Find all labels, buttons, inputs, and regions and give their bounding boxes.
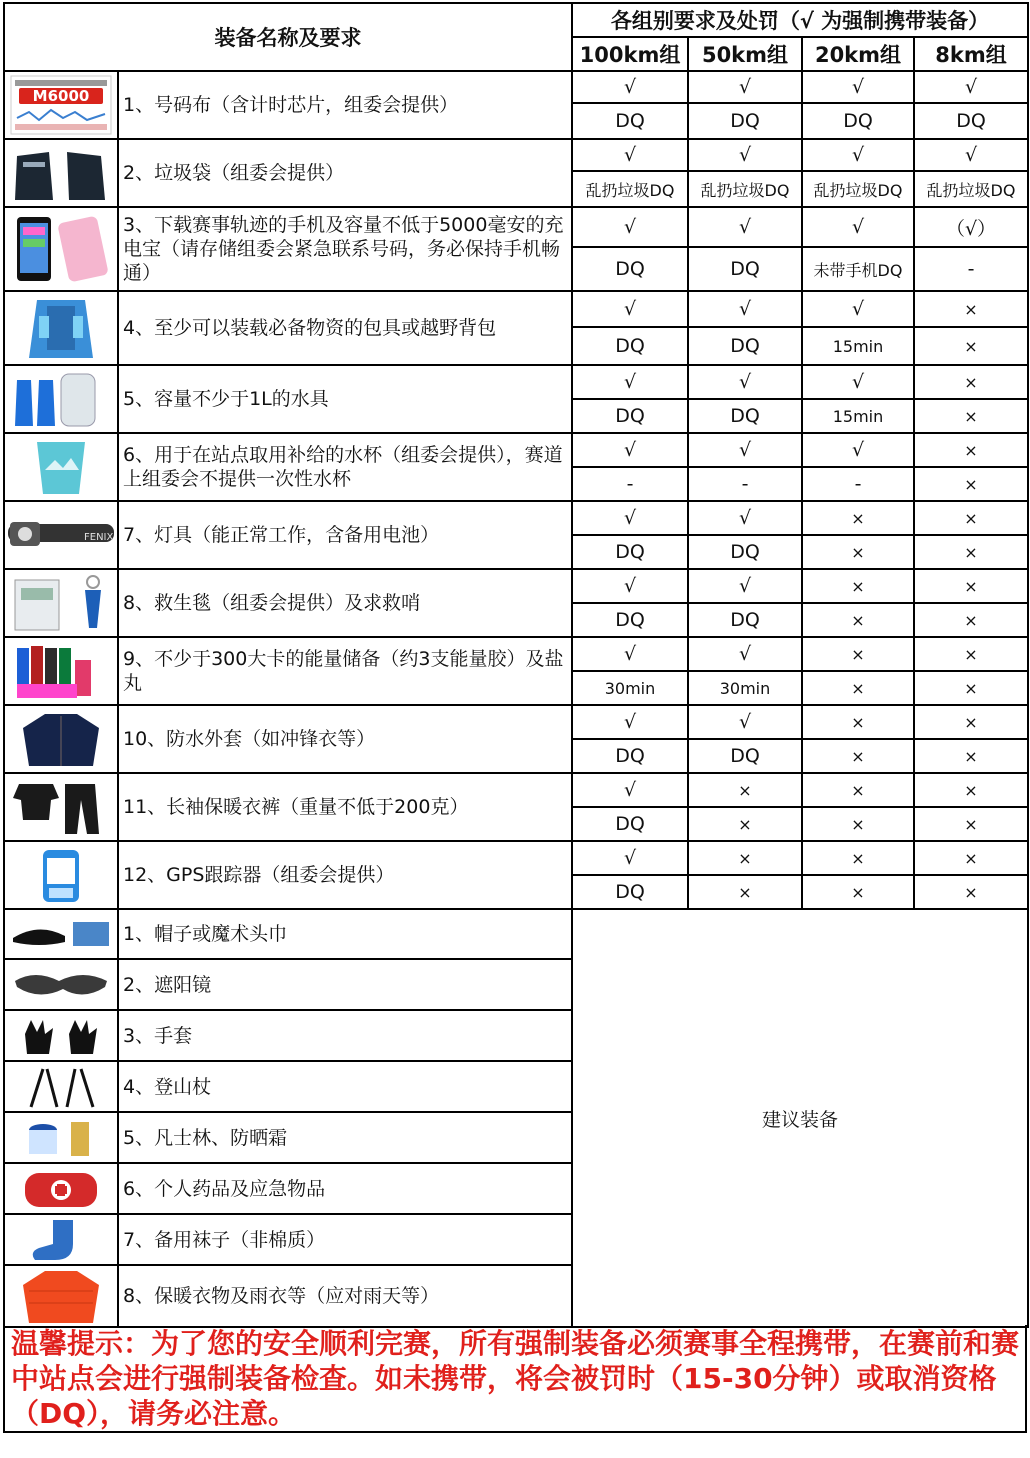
penalty-value: × [914, 671, 1028, 705]
penalty-value: DQ [572, 535, 688, 569]
recommended-item-name: 5、凡士林、防晒霜 [118, 1112, 572, 1163]
penalty-value: × [802, 807, 914, 841]
sock-image [4, 1214, 118, 1265]
penalty-value: × [914, 327, 1028, 365]
penalty-value: × [802, 603, 914, 637]
equipment-name: 8、救生毯（组委会提供）及求救哨 [118, 569, 572, 637]
penalty-value: - [572, 467, 688, 501]
penalty-value: 乱扔垃圾DQ [688, 171, 802, 207]
group-header-20km: 20km组 [802, 37, 914, 71]
recommended-item-name: 1、帽子或魔术头巾 [118, 909, 572, 959]
penalty-value: DQ [914, 103, 1028, 139]
equipment-name: 7、灯具（能正常工作，含备用电池） [118, 501, 572, 569]
sunglasses-image [4, 959, 118, 1010]
requirement-mark: √ [802, 139, 914, 171]
requirement-mark: × [914, 773, 1028, 807]
first-aid-kit-image [4, 1163, 118, 1214]
phone-powerbank-image [4, 207, 118, 291]
equipment-name: 9、不少于300大卡的能量储备（约3支能量胶）及盐丸 [118, 637, 572, 705]
requirement-mark: × [802, 501, 914, 535]
penalty-value: DQ [572, 603, 688, 637]
thermal-wear-image [4, 773, 118, 841]
equipment-name: 2、垃圾袋（组委会提供） [118, 139, 572, 207]
energy-gel-image [4, 637, 118, 705]
mandatory-row [4, 291, 1028, 327]
equipment-name: 1、号码布（含计时芯片，组委会提供） [118, 71, 572, 139]
penalty-value: 15min [802, 327, 914, 365]
recommended-row [4, 909, 1028, 959]
groups-header: 各组别要求及处罚（√ 为强制携带装备） [572, 3, 1028, 37]
penalty-value: DQ [688, 103, 802, 139]
penalty-value: 30min [572, 671, 688, 705]
requirement-mark: √ [572, 501, 688, 535]
requirement-mark: × [802, 773, 914, 807]
penalty-value: 乱扔垃圾DQ [802, 171, 914, 207]
mandatory-row [4, 501, 1028, 535]
requirement-mark: √ [802, 291, 914, 327]
recommended-item-name: 4、登山杖 [118, 1061, 572, 1112]
safety-notice: 温馨提示：为了您的安全顺利完赛，所有强制装备必须赛事全程携带，在赛前和赛中站点会进行强制装备检查。如未携带，将会被罚时（15-30分钟）或取消资格（DQ），请务必注意。 [3, 1325, 1027, 1433]
recommended-item-name: 8、保暖衣物及雨衣等（应对雨天等） [118, 1265, 572, 1327]
cap-buff-image [4, 909, 118, 959]
penalty-value: × [914, 535, 1028, 569]
requirement-mark: × [914, 705, 1028, 739]
recommended-item-name: 6、个人药品及应急物品 [118, 1163, 572, 1214]
gloves-image [4, 1010, 118, 1061]
requirement-mark: √ [688, 71, 802, 103]
mandatory-row [4, 207, 1028, 247]
penalty-value: DQ [572, 327, 688, 365]
penalty-value: × [688, 807, 802, 841]
requirement-mark: × [802, 841, 914, 875]
requirement-mark: √ [572, 365, 688, 399]
penalty-value: - [914, 247, 1028, 291]
group-header-8km: 8km组 [914, 37, 1028, 71]
requirement-mark: √ [802, 71, 914, 103]
penalty-value: × [914, 399, 1028, 433]
penalty-value: × [914, 603, 1028, 637]
bib-number-image [4, 71, 118, 139]
group-header-50km: 50km组 [688, 37, 802, 71]
penalty-value: DQ [688, 603, 802, 637]
penalty-value: × [688, 875, 802, 909]
requirement-mark: √ [572, 637, 688, 671]
equipment-name: 4、至少可以装载必备物资的包具或越野背包 [118, 291, 572, 365]
requirement-mark: √ [572, 207, 688, 247]
penalty-value: 15min [802, 399, 914, 433]
penalty-value: × [914, 467, 1028, 501]
mandatory-row [4, 773, 1028, 807]
penalty-value: DQ [572, 807, 688, 841]
penalty-value: DQ [572, 103, 688, 139]
blanket-whistle-image [4, 569, 118, 637]
requirement-mark: √ [802, 207, 914, 247]
equipment-name: 11、长袖保暖衣裤（重量不低于200克） [118, 773, 572, 841]
requirement-mark: × [914, 841, 1028, 875]
mandatory-row [4, 433, 1028, 467]
equipment-name: 6、用于在站点取用补给的水杯（组委会提供），赛道上组委会不提供一次性水杯 [118, 433, 572, 501]
penalty-value: - [802, 467, 914, 501]
penalty-value: DQ [688, 327, 802, 365]
requirement-mark: × [688, 773, 802, 807]
svg-text:FENIX: FENIX [84, 532, 114, 543]
penalty-value: DQ [572, 399, 688, 433]
requirement-mark: √ [688, 501, 802, 535]
equipment-name: 3、下载赛事轨迹的手机及容量不低于5000毫安的充电宝（请存储组委会紧急联系号码，务必保持手机畅通） [118, 207, 572, 291]
penalty-value: DQ [572, 247, 688, 291]
penalty-value: DQ [688, 535, 802, 569]
requirement-mark: × [914, 637, 1028, 671]
requirement-mark: √ [688, 207, 802, 247]
equipment-name: 10、防水外套（如冲锋衣等） [118, 705, 572, 773]
vaseline-sunscreen-image [4, 1112, 118, 1163]
penalty-value: DQ [572, 875, 688, 909]
requirement-mark: × [688, 841, 802, 875]
requirement-mark: √ [572, 569, 688, 603]
penalty-value: × [802, 535, 914, 569]
penalty-value: × [914, 739, 1028, 773]
mandatory-row [4, 637, 1028, 671]
penalty-value: × [802, 875, 914, 909]
requirement-mark: √ [914, 139, 1028, 171]
requirement-mark: √ [688, 637, 802, 671]
requirement-mark: √ [688, 569, 802, 603]
requirement-mark: √ [688, 291, 802, 327]
requirement-mark: √ [914, 71, 1028, 103]
cup-image [4, 433, 118, 501]
trash-bag-image [4, 139, 118, 207]
recommended-label: 建议装备 [572, 909, 1028, 1327]
gps-tracker-image [4, 841, 118, 909]
penalty-value: DQ [688, 247, 802, 291]
penalty-value: 乱扔垃圾DQ [914, 171, 1028, 207]
requirement-mark: × [802, 637, 914, 671]
requirement-mark: √ [572, 433, 688, 467]
requirement-mark: √ [572, 71, 688, 103]
penalty-value: DQ [688, 739, 802, 773]
penalty-value: × [914, 875, 1028, 909]
mandatory-row [4, 71, 1028, 103]
equipment-table [3, 2, 1029, 1328]
requirement-mark: √ [688, 139, 802, 171]
requirement-mark: √ [802, 365, 914, 399]
penalty-value: DQ [802, 103, 914, 139]
group-header-100km: 100km组 [572, 37, 688, 71]
penalty-value: 乱扔垃圾DQ [572, 171, 688, 207]
requirement-mark: √ [688, 705, 802, 739]
recommended-item-name: 2、遮阳镜 [118, 959, 572, 1010]
penalty-value: × [802, 739, 914, 773]
requirement-mark: × [914, 433, 1028, 467]
requirement-mark: √ [572, 291, 688, 327]
water-bottle-image [4, 365, 118, 433]
requirement-mark: √ [688, 433, 802, 467]
equipment-sheet [3, 2, 1027, 1328]
requirement-mark: × [802, 569, 914, 603]
penalty-value: DQ [688, 399, 802, 433]
mandatory-row [4, 139, 1028, 171]
requirement-mark: × [914, 569, 1028, 603]
requirement-mark: （√） [914, 207, 1028, 247]
requirement-mark: × [914, 365, 1028, 399]
trekking-poles-image [4, 1061, 118, 1112]
bib-logo-text: M6000 [32, 87, 90, 105]
requirement-mark: × [914, 291, 1028, 327]
recommended-item-name: 7、备用袜子（非棉质） [118, 1214, 572, 1265]
mandatory-row [4, 569, 1028, 603]
penalty-value: × [802, 671, 914, 705]
recommended-item-name: 3、手套 [118, 1010, 572, 1061]
requirement-mark: √ [572, 139, 688, 171]
mandatory-row [4, 841, 1028, 875]
requirement-mark: √ [572, 841, 688, 875]
penalty-value: 未带手机DQ [802, 247, 914, 291]
equipment-name: 12、GPS跟踪器（组委会提供） [118, 841, 572, 909]
requirement-mark: √ [572, 705, 688, 739]
penalty-value: 30min [688, 671, 802, 705]
down-jacket-image [4, 1265, 118, 1327]
penalty-value: × [914, 807, 1028, 841]
requirement-mark: √ [688, 365, 802, 399]
backpack-image [4, 291, 118, 365]
equipment-name: 5、容量不少于1L的水具 [118, 365, 572, 433]
requirement-mark: × [914, 501, 1028, 535]
requirement-mark: √ [802, 433, 914, 467]
penalty-value: - [688, 467, 802, 501]
equipment-column-header: 装备名称及要求 [4, 3, 572, 71]
jacket-image [4, 705, 118, 773]
requirement-mark: × [802, 705, 914, 739]
requirement-mark: √ [572, 773, 688, 807]
mandatory-row [4, 705, 1028, 739]
mandatory-row [4, 365, 1028, 399]
penalty-value: DQ [572, 739, 688, 773]
headlamp-image [4, 501, 118, 569]
